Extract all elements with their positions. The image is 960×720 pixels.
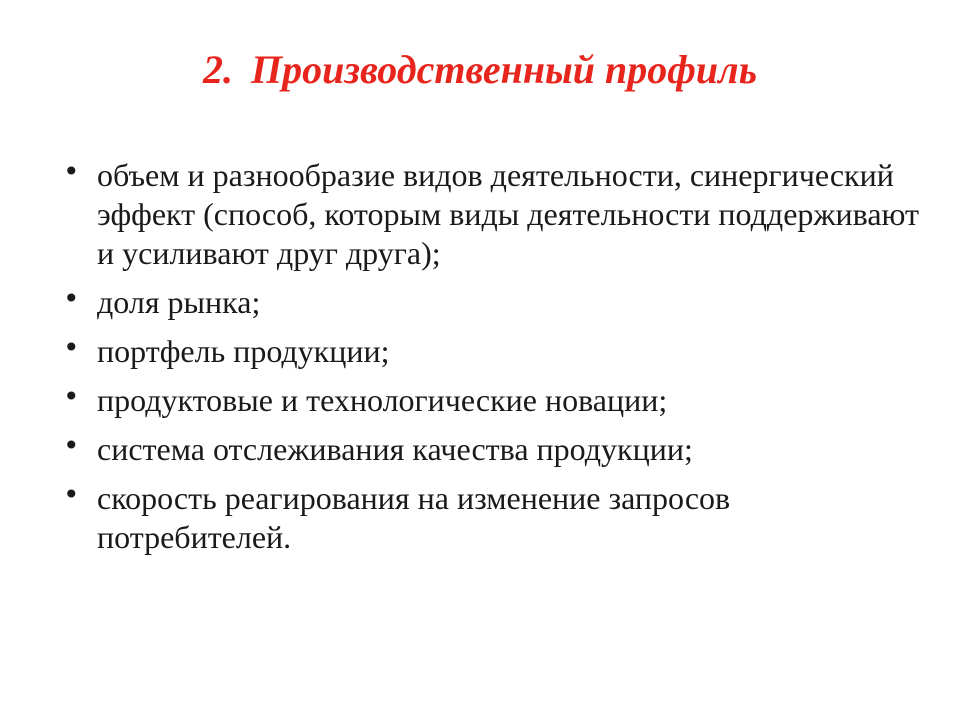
list-item	[60, 381, 920, 420]
bullet-list	[60, 156, 920, 567]
list-item	[60, 479, 920, 557]
bullet-icon: •	[63, 478, 80, 511]
slide-title	[0, 44, 960, 96]
bullet-icon: •	[63, 429, 80, 462]
list-item-text: продуктовые и технологические новации;	[97, 382, 668, 418]
list-item	[60, 156, 920, 273]
list-item-text: доля рынка;	[97, 284, 261, 320]
list-item-text: объем и разнообразие видов деятельности, синергический эффект (способ, которым виды деятельности поддерживают и усиливают друг друга);	[97, 157, 919, 271]
list-item	[60, 332, 920, 371]
list-item-text: система отслеживания качества продукции;	[97, 431, 693, 467]
bullet-icon: •	[63, 380, 80, 413]
title-text: Производственный профиль	[251, 47, 757, 92]
list-item-text: портфель продукции;	[97, 333, 390, 369]
bullet-icon: •	[63, 282, 80, 315]
list-item-text: скорость реагирования на изменение запросов потребителей.	[97, 480, 731, 555]
list-item	[60, 283, 920, 322]
bullet-icon: •	[63, 331, 80, 364]
title-number: 2.	[203, 47, 233, 92]
list-item	[60, 430, 920, 469]
bullet-icon: •	[63, 155, 80, 188]
